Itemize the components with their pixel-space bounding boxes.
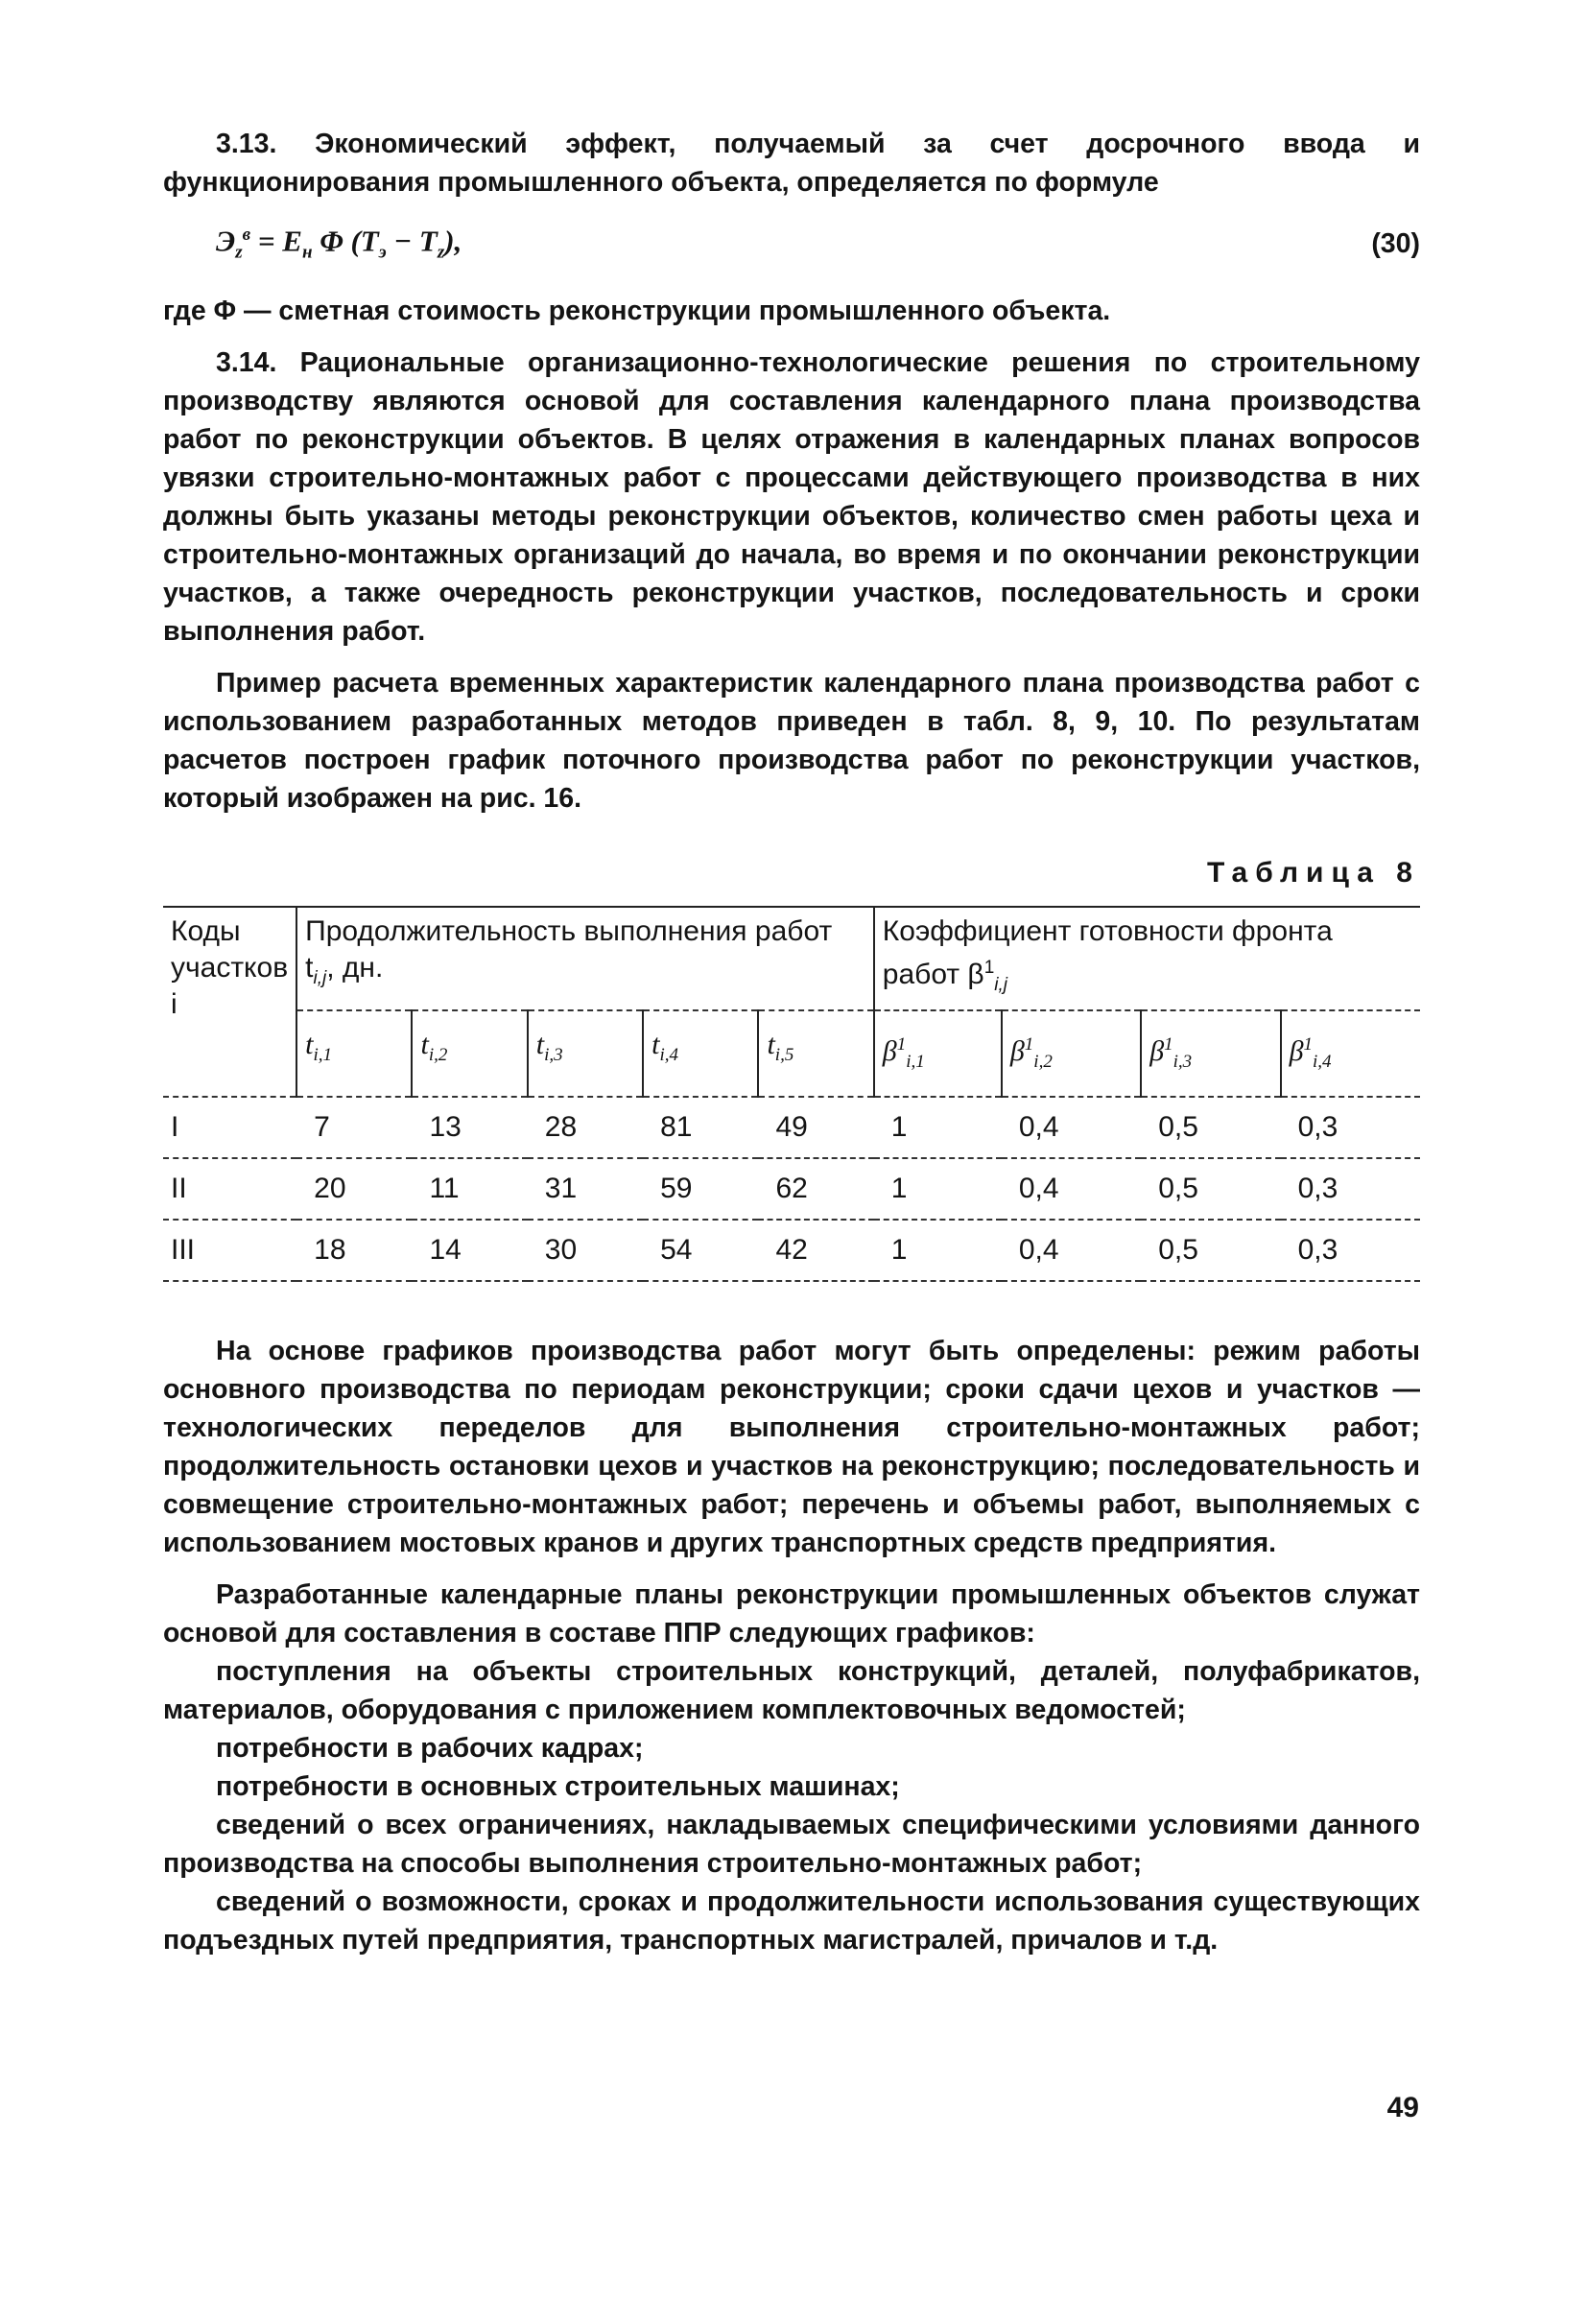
cell-b: 1 [874,1220,1002,1281]
cell-b: 1 [874,1158,1002,1220]
page-number: 49 [1386,2092,1419,2123]
cell-t: 30 [528,1220,643,1281]
formula-lhs-sup: в [242,224,251,245]
cell-b: 0,5 [1141,1097,1280,1158]
th-b2-sub: i,2 [1033,1052,1053,1072]
list-item: поступления на объекты строительных конструкций, деталей, полуфабрикатов, материалов, оборудования с приложением комплектовочных ведомостей; [163,1656,1420,1725]
th-b2 [1002,1010,1141,1097]
header-duration [296,907,874,1010]
cell-t: 31 [528,1158,643,1220]
cell-b: 0,4 [1002,1158,1141,1220]
th-t5-sub: i,5 [774,1045,794,1065]
header-duration-unit: , дн. [326,952,384,984]
th-t5 [758,1010,873,1097]
th-b1-sym: β [882,1035,897,1067]
cell-t: 14 [412,1220,527,1281]
row-code: II [163,1158,296,1220]
paragraph-example: Пример расчета временных характеристик календарного плана производства работ с использованием разработанных методов приведен в табл. 8, 9, 10. По результатам расчетов построен график поточного производства работ по реконструкции участков, который изображен на рис. 16. [163,668,1420,814]
th-t1 [296,1010,412,1097]
header-duration-text: Продолжительность выполнения работ t [305,915,833,984]
formula-close: ), [444,224,462,258]
table-subheader-row [163,1010,1420,1097]
th-t4-sub: i,4 [659,1045,678,1065]
formula-expression [216,216,462,273]
th-t3-sub: i,3 [544,1045,563,1065]
header-coef-sup: 1 [983,958,995,978]
th-b1-sup: 1 [896,1034,907,1055]
cell-b: 1 [874,1097,1002,1158]
paragraph-schedules: На основе графиков производства работ могут быть определены: режим работы основного производства по периодам реконструкции; сроки сдачи цехов и участков — технологических переделов для выполнения строительно-монтажных работ; продолжительность остановки цехов и участков на реконструкцию; последовательность и совмещение строительно-монтажных работ; перечень и объемы работ, выполняемых с использованием мостовых кранов и других транспортных средств предприятия. [163,1336,1420,1558]
paragraph-ppr: Разработанные календарные планы реконструкции промышленных объектов служат основой для составления в составе ППР следующих графиков: [163,1579,1420,1648]
cell-t: 28 [528,1097,643,1158]
th-b3-sym: β [1149,1035,1165,1067]
cell-b: 0,5 [1141,1158,1280,1220]
th-b1-sub: i,1 [906,1052,925,1072]
formula-30 [216,215,1420,273]
cell-b: 0,4 [1002,1097,1141,1158]
cell-b: 0,3 [1281,1097,1420,1158]
header-coef-text: Коэффициент готовности фронта работ β [882,915,1333,990]
cell-b: 0,4 [1002,1220,1141,1281]
paragraph-3-13: 3.13. Экономический эффект, получаемый за счет досрочного ввода и функционирования промышленного объекта, определяется по формуле [163,129,1420,198]
th-b1 [874,1010,1002,1097]
header-coef-sub: i,j [994,975,1008,995]
cell-t: 42 [758,1220,873,1281]
table-caption: Таблица 8 [1206,857,1420,889]
list-item: потребности в рабочих кадрах; [216,1733,644,1764]
th-b3-sub: i,3 [1172,1052,1193,1072]
row-code: I [163,1097,296,1158]
th-b3 [1141,1010,1280,1097]
th-t4-sym: t [651,1029,660,1060]
cell-t: 7 [296,1097,412,1158]
th-t1-sub: i,1 [313,1045,333,1065]
list-item: сведений о возможности, сроках и продолжительности использования существующих подъездных путей предприятия, транспортных магистралей, причалов и т.д. [163,1886,1420,1956]
header-coef [874,907,1420,1010]
row-code: III [163,1220,296,1281]
list-item: сведений о всех ограничениях, накладываемых специфическими условиями данного производства на способы выполнения строительно-монтажных работ; [163,1810,1420,1879]
cell-t: 81 [643,1097,758,1158]
th-t2-sub: i,2 [428,1045,448,1065]
formula-te-sub: э [378,242,387,263]
th-t2 [412,1010,527,1097]
paragraph-3-14: 3.14. Рациональные организационно-технологические решения по строительному производству являются основой для составления календарного плана производства работ по реконструкции объектов. В целях отражения в календарных планах вопросов увязки строительно-монтажных работ с процессами действующего производства в них должны быть указаны методы реконструкции объектов, количество смен работы цеха и строительно-монтажных организаций до начала, во время и по окончании реконструкции участков, а также очередность реконструкции участков, последовательность и сроки выполнения работ. [163,347,1420,647]
formula-minus: − T [386,224,438,258]
th-b3-sup: 1 [1164,1034,1173,1055]
formula-lhs: Э [216,224,236,258]
formula-lhs-sub: z [235,242,243,263]
formula-number: (30) [1371,228,1420,259]
cell-t: 20 [296,1158,412,1220]
formula-eq: = E [250,224,302,258]
header-duration-sub: i,j [313,968,327,988]
cell-t: 13 [412,1097,527,1158]
th-t4 [643,1010,758,1097]
header-codes: Коды участков i [163,907,296,1097]
list-item: потребности в основных строительных машинах; [216,1771,900,1802]
cell-t: 49 [758,1097,873,1158]
th-t3-sym: t [535,1029,545,1060]
formula-en-sub: н [301,242,313,263]
cell-t: 54 [643,1220,758,1281]
th-b2-sym: β [1009,1035,1025,1067]
cell-b: 0,3 [1281,1158,1420,1220]
th-b4 [1281,1010,1420,1097]
cell-t: 62 [758,1158,873,1220]
th-b4-sup: 1 [1303,1034,1314,1055]
th-b4-sub: i,4 [1313,1052,1332,1072]
th-t1-sym: t [305,1029,314,1060]
table-8 [163,906,1420,1282]
cell-b: 0,3 [1281,1220,1420,1281]
document-page [163,125,1420,1959]
cell-b: 0,5 [1141,1220,1280,1281]
th-t3 [528,1010,643,1097]
th-b4-sym: β [1289,1035,1304,1067]
th-t2-sym: t [420,1029,429,1060]
cell-t: 59 [643,1158,758,1220]
table-header-row [163,907,1420,1010]
formula-phi: Φ (T [312,224,379,258]
th-b2-sup: 1 [1024,1034,1034,1055]
table-row [163,1220,1420,1281]
th-t5-sym: t [767,1029,775,1060]
table-row [163,1158,1420,1220]
cell-t: 18 [296,1220,412,1281]
table-row [163,1097,1420,1158]
formula-where: где Φ — сметная стоимость реконструкции промышленного объекта. [163,296,1111,326]
cell-t: 11 [412,1158,527,1220]
formula-tz-sub: z [437,242,445,263]
